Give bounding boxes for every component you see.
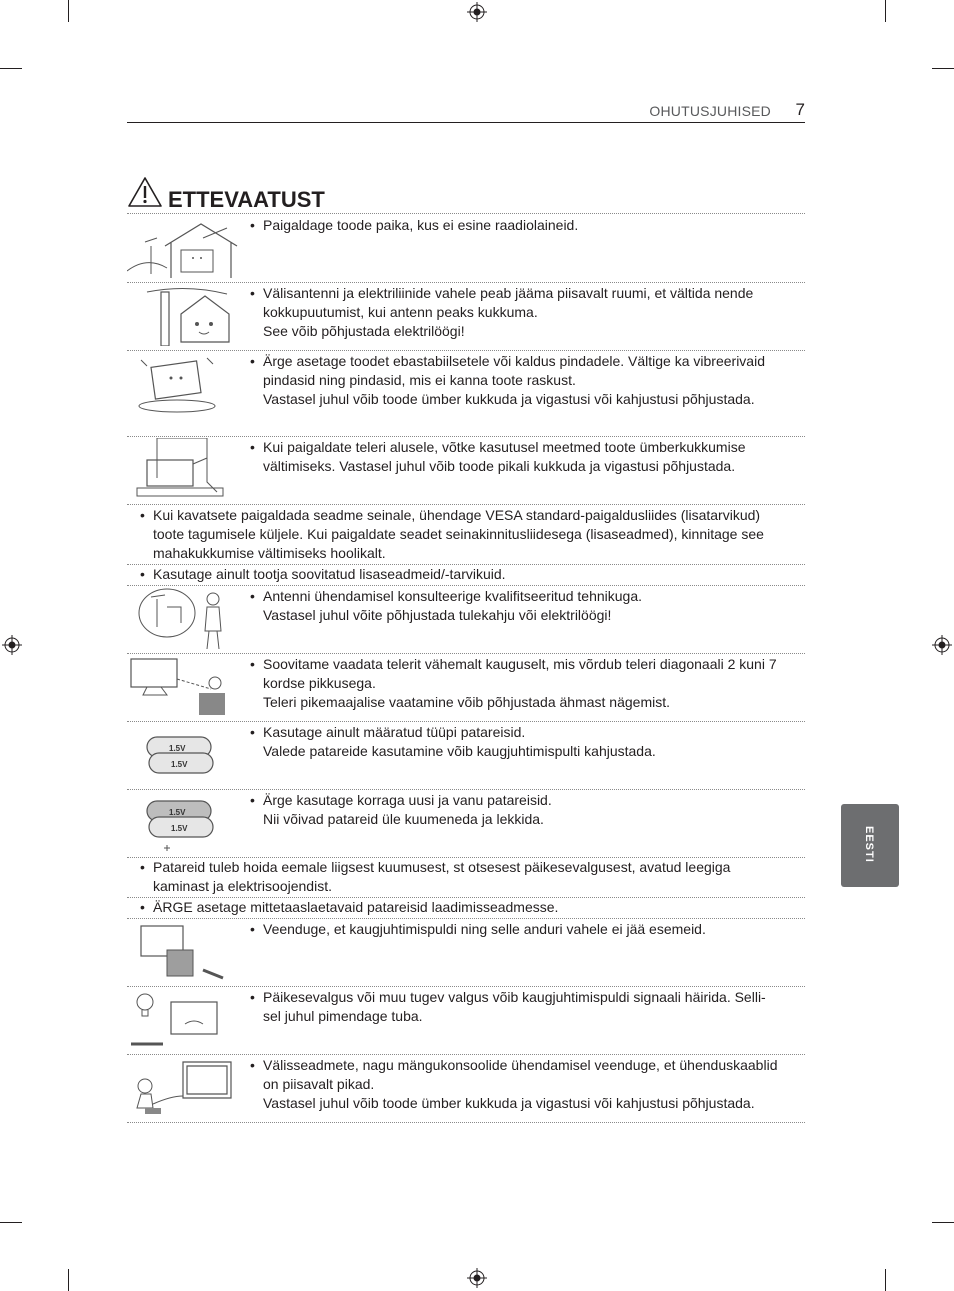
crop-mark — [885, 1269, 886, 1291]
registration-mark-icon — [467, 2, 487, 22]
crop-mark — [0, 68, 22, 69]
antenna-powerline-icon — [127, 284, 239, 346]
list-item — [127, 721, 805, 790]
list-item — [127, 214, 805, 283]
page-header — [127, 100, 805, 123]
item-text: • Kui kavatsete paigaldada seadme seinale, ühendage VESA standard-paigaldusliides (lisatarvikud) toote tagumisele küljele. Kui paigaldate seadet seinakinnitusliidesega (lisaseadmed), kinnitage see mahakukkumise vältimiseks hoolikalt. — [140, 507, 764, 561]
item-text: • Päikesevalgus või muu tugev valgus võib kaugjuhtimispuldi signaali häirida. Selli- sel juhul pimendage tuba. — [250, 989, 766, 1024]
item-text: • Välisantenni ja elektriliinide vahele peab jääma piisavalt ruumi, et vältida nende kokkupuutumist, kui antenn peaks kukkuma. See võib põhjustada elektrilöögi! — [250, 285, 754, 339]
list-item — [127, 789, 805, 858]
tv-stand-wall-icon — [127, 438, 239, 500]
item-text: • Antenni ühendamisel konsulteerige kvalifitseeritud tehnikuga. Vastasel juhul võite põhjustada tulekahju või elektrilöögi! — [250, 588, 643, 623]
light-bulb-interference-icon — [127, 988, 239, 1050]
item-text: • Ärge kasutage korraga uusi ja vanu patareisid. Nii võivad patareid üle kuumeneda ja lekkida. — [250, 792, 552, 827]
registration-mark-icon — [2, 635, 22, 655]
list-item — [127, 564, 805, 586]
item-text: • Kasutage ainult tootja soovitatud lisaseadmeid/-tarvikuid. — [140, 566, 506, 582]
registration-mark-icon — [932, 635, 952, 655]
game-console-cable-icon — [127, 1056, 239, 1118]
item-text: • Patareid tuleb hoida eemale liigsest kuumusest, st otsesest päikesevalgusest, avatud leegiga kaminast ja elektrisoojendist. — [140, 859, 731, 894]
crop-mark — [0, 1222, 22, 1223]
unstable-tv-icon — [127, 352, 239, 414]
list-item — [127, 585, 805, 654]
item-text: • ÄRGE asetage mittetaaslaetavaid patareisid laadimisseadmesse. — [140, 899, 559, 915]
battery-label: 1.5V — [169, 808, 186, 817]
caution-heading — [127, 176, 805, 214]
registration-mark-icon — [467, 1268, 487, 1288]
list-item — [127, 436, 805, 505]
list-item — [127, 350, 805, 437]
viewing-distance-icon — [127, 655, 239, 717]
battery-label: 1.5V — [169, 744, 186, 753]
item-text: • Ärge asetage toodet ebastabiilsetele või kaldus pindadele. Vältige ka vibreerivaid pindasid ning pindasid, mis ei kanna toote raskust. Vastasel juhul võib toode ümber kukkuda ja vigastusi või kahjustusi põhjustada. — [250, 353, 765, 407]
section-name: OHUTUSJUHISED — [649, 103, 771, 119]
page-number: 7 — [795, 100, 805, 119]
item-text: • Soovitame vaadata telerit vähemalt kauguselt, mis võrdub teleri diagonaali 2 kuni 7 kordse pikkusega. Teleri pikemaajalise vaatamine võib põhjustada ähmast nägemist. — [250, 656, 777, 710]
list-item — [127, 282, 805, 351]
item-text: • Veenduge, et kaugjuhtimispuldi ning selle anduri vahele ei jää esemeid. — [250, 921, 706, 937]
crop-mark — [68, 1269, 69, 1291]
item-text: • Kasutage ainult määratud tüüpi patareisid. Valede patareide kasutamine võib kaugjuhtimispulti kahjustada. — [250, 724, 656, 759]
battery-label: 1.5V — [171, 760, 188, 769]
battery-icon — [127, 791, 239, 853]
crop-mark — [68, 0, 69, 22]
language-tab — [841, 804, 899, 887]
list-item — [127, 1054, 805, 1123]
item-text: • Kui paigaldate teleri alusele, võtke kasutusel meetmed toote ümberkukkumise vältimiseks. Vastasel juhul võib toode pikali kukkuda ja vigastusi põhjustada. — [250, 439, 746, 474]
list-item — [127, 986, 805, 1055]
battery-icon — [127, 723, 239, 785]
item-text: • Paigaldage toode paika, kus ei esine raadiolaineid. — [250, 217, 579, 233]
item-text: • Välisseadmete, nagu mängukonsoolide ühendamisel veenduge, et ühenduskaablid on piisavalt pikad. Vastasel juhul võib toode ümber kukkuda ja vigastusi või kahjustusi põhjustada. — [250, 1057, 778, 1111]
crop-mark — [932, 1222, 954, 1223]
crop-mark — [885, 0, 886, 22]
crop-mark — [932, 68, 954, 69]
technician-antenna-icon — [127, 587, 239, 649]
warning-triangle-icon — [127, 176, 163, 208]
language-label: EESTI — [863, 826, 875, 863]
list-item — [127, 653, 805, 722]
battery-label: 1.5V — [171, 824, 188, 833]
list-item — [127, 857, 805, 898]
list-item — [127, 918, 805, 987]
house-antenna-icon — [127, 216, 239, 278]
list-item — [127, 504, 805, 565]
page-title: ETTEVAATUST — [168, 187, 325, 212]
remote-obstacle-icon — [127, 920, 239, 982]
list-item — [127, 897, 805, 919]
